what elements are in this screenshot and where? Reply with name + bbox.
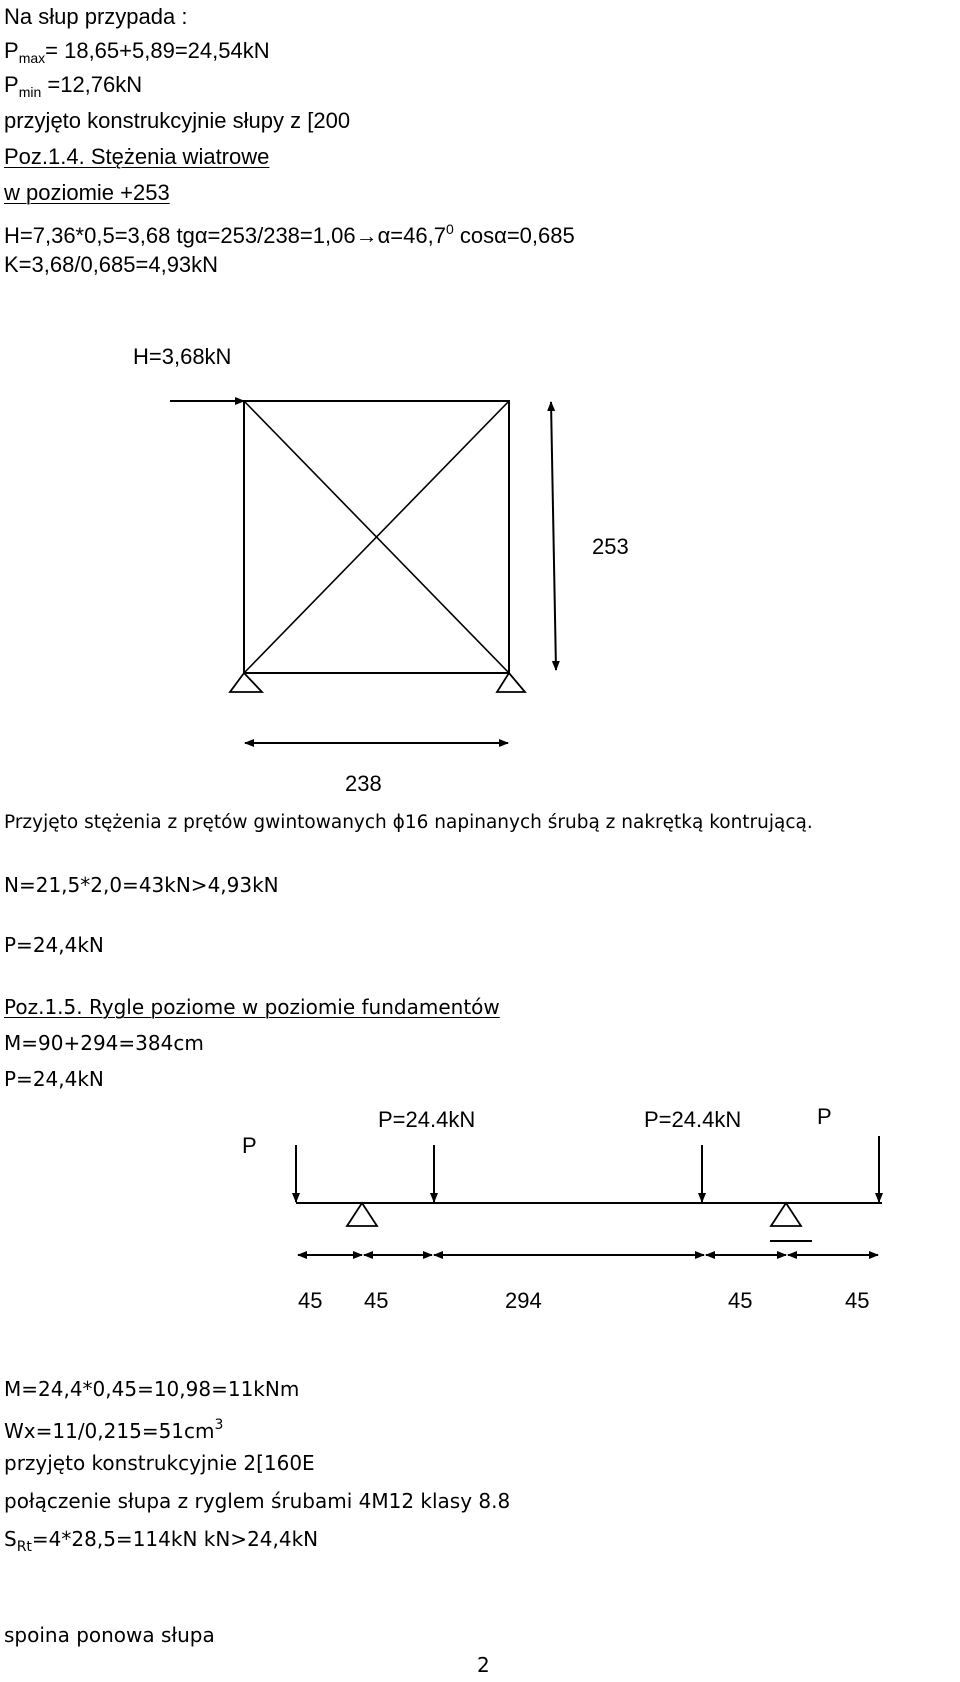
load-label-inner-left: P=24.4kN: [378, 1107, 476, 1132]
text-line-16: [4, 1412, 223, 1444]
load-label-inner-right: P=24.4kN: [644, 1107, 742, 1132]
text-line-17: przyjęto konstrukcyjnie 2[160E: [4, 1451, 315, 1475]
pmin-value: =12,76kN: [41, 72, 143, 97]
p-symbol: P: [4, 72, 19, 97]
text-line-4: przyjęto konstrukcyjnie słupy z [200: [4, 108, 351, 133]
text-line-19: [4, 1526, 318, 1560]
subscript-max: max: [18, 50, 46, 66]
height-dimension-label: 253: [592, 534, 629, 559]
text-line-13: M=90+294=384cm: [4, 1031, 204, 1055]
srt-value: =4*28,5=114kN kN>24,4kN: [31, 1527, 319, 1551]
text-line-15: M=24,4*0,45=10,98=11kNm: [4, 1377, 300, 1401]
text-line-14: P=24,4kN: [4, 1067, 104, 1091]
pmax-value: = 18,65+5,89=24,54kN: [45, 38, 270, 63]
s-symbol: S: [4, 1527, 17, 1551]
text-line-1: Na słup przypada :: [4, 4, 188, 29]
subscript-min: min: [18, 84, 42, 100]
wx-formula: Wx=11/0,215=51cm: [4, 1419, 215, 1443]
width-dimension-label: 238: [345, 771, 382, 796]
tan-formula: H=7,36*0,5=3,68 tgα=253/238=1,06→α=46,7: [4, 223, 446, 248]
text-line-11: P=24,4kN: [4, 933, 104, 957]
text-line-6: w poziomie +253: [4, 180, 170, 205]
text-line-9: Przyjęto stężenia z prętów gwintowanych ɸ16 napinanych śrubą z nakrętką kontrującą.: [4, 812, 813, 833]
horizontal-load-label: H=3,68kN: [133, 344, 232, 369]
beam-support-left-icon: [347, 1203, 377, 1226]
span-label-1: 45: [298, 1288, 323, 1313]
section-heading-1-4: Poz.1.4. Stężenia wiatrowe: [4, 144, 270, 169]
span-label-5: 45: [845, 1288, 870, 1313]
subscript-rt: Rt: [16, 1539, 32, 1555]
page-number: 2: [477, 1653, 490, 1677]
p-symbol: P: [4, 38, 19, 63]
text-line-18: połączenie słupa z ryglem śrubami 4M12 klasy 8.8: [4, 1489, 511, 1513]
degree-superscript: 0: [445, 221, 454, 237]
span-label-4: 45: [728, 1288, 753, 1313]
section-heading-1-5: Poz.1.5. Rygle poziome w poziomie fundamentów: [4, 995, 500, 1019]
load-label-end-left: P: [242, 1133, 257, 1158]
load-label-end-right: P: [817, 1104, 832, 1129]
text-line-20: spoina ponowa słupa: [4, 1623, 215, 1647]
beam-support-right-icon: [771, 1203, 801, 1226]
text-line-8: K=3,68/0,685=4,93kN: [4, 252, 219, 277]
text-line-10: N=21,5*2,0=43kN>4,93kN: [4, 873, 279, 897]
span-label-2: 45: [364, 1288, 389, 1313]
cubic-superscript: 3: [214, 1417, 224, 1433]
cos-formula: cosα=0,685: [453, 223, 575, 248]
span-label-3: 294: [505, 1288, 542, 1313]
